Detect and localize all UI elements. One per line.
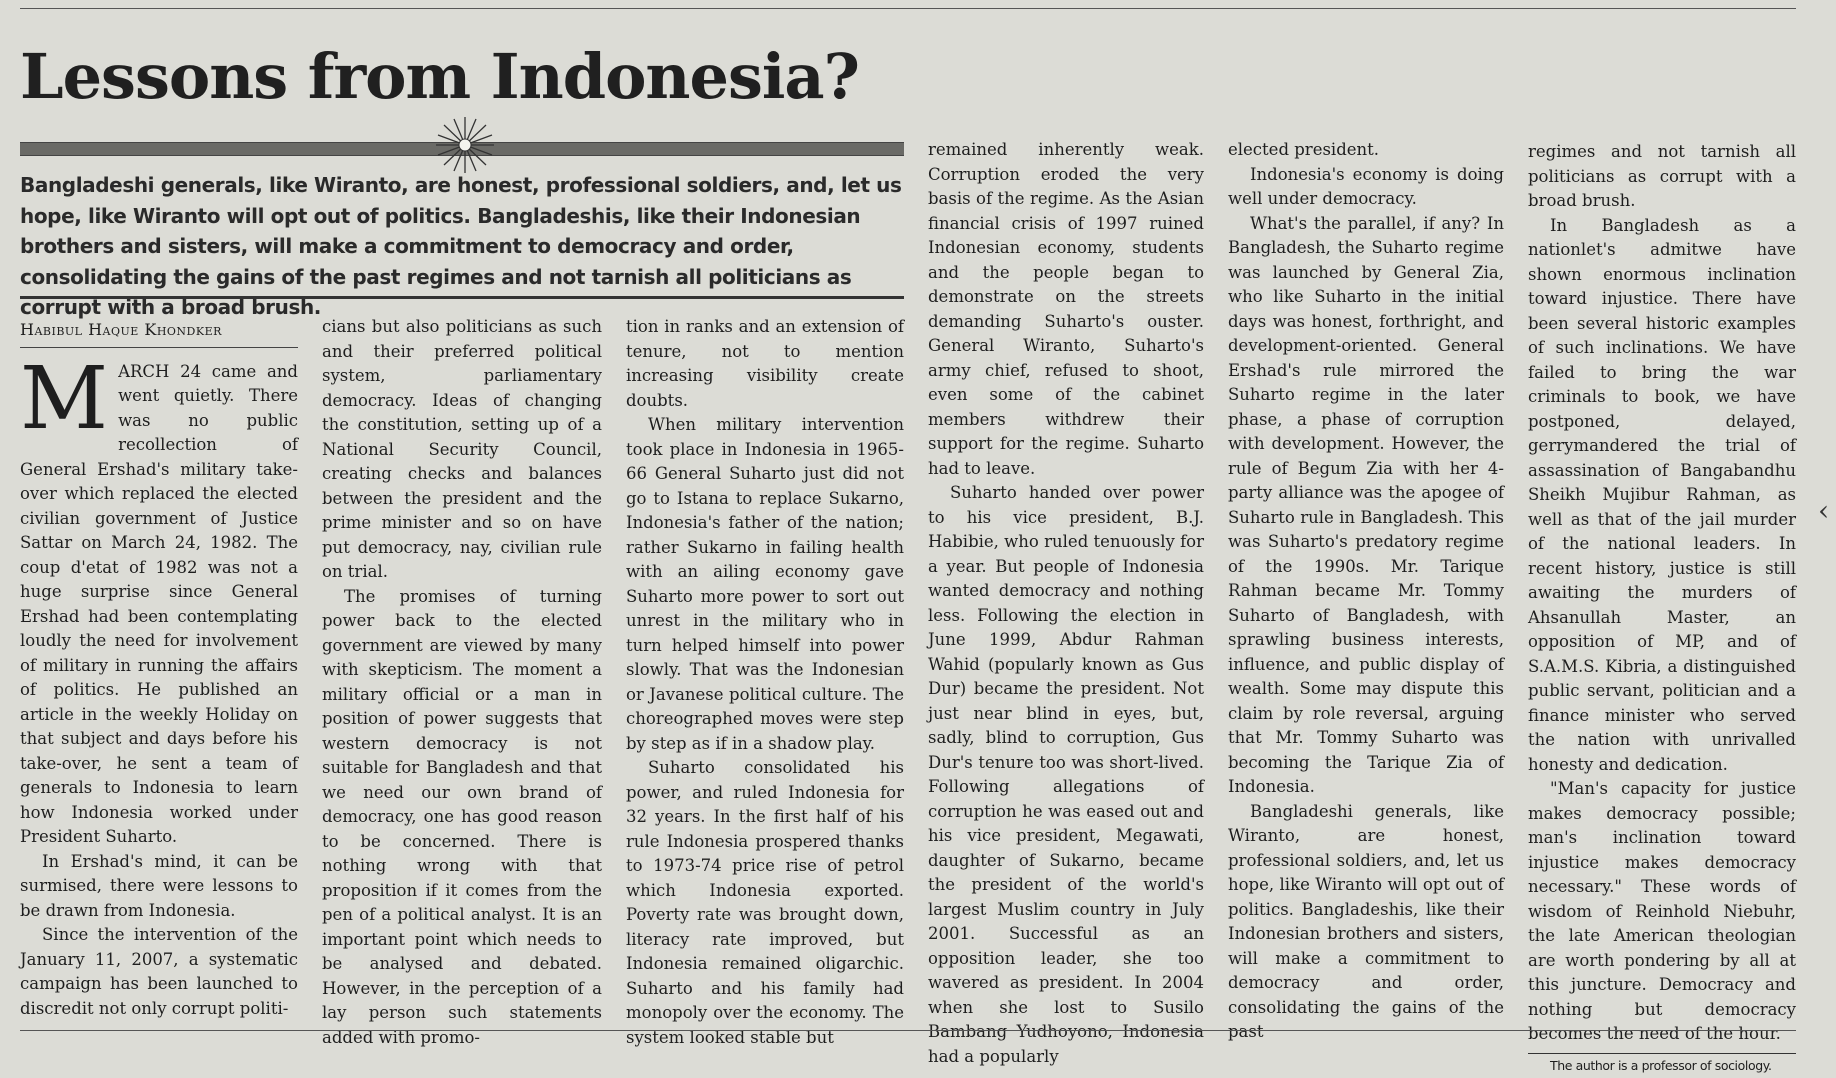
paragraph: Indonesia's economy is doing well under democracy. (1228, 163, 1504, 212)
paragraph: Suharto consolidated his power, and ruled Indonesia for 32 years. In the first half of his rule Indonesia prospered thanks to 1973-74 price rise of petrol which Indonesia exported. Poverty rate was brought down, literacy rate improved, but Indonesia remained oligarchic. Suharto and his family had monopoly over the economy. The system looked stable but (626, 756, 904, 1050)
paragraph-continued: elected president. (1228, 138, 1504, 163)
paragraph-continued: remained inherently weak. Corruption eroded the very basis of the regime. As the Asian financial crisis of 1997 ruined Indonesian economy, students and the people began to demonstrate on the streets demanding Suharto's ouster. General Wiranto, Suharto's army chief, refused to shoot, even some of the cabinet members withdrew their support for the regime. Suharto had to leave. (928, 138, 1204, 481)
lead-text: ARCH 24 came and went quietly. There was no public recollection of General Ershad's military take-over which replaced the elected civilian government of Justice Sattar on March 24, 1982. The coup d'etat of 1982 was not a huge surprise since General Ershad had been contemplating loudly the need for involvement of military in running the affairs of politics. He published an article in the weekly Holiday on that subject and days before his take-over, he sent a team of generals to Indonesia to learn how Indonesia worked under President Suharto. (20, 362, 298, 847)
article-column-2 (322, 315, 602, 1050)
drop-cap: M (20, 364, 108, 434)
standfirst-rule (20, 296, 904, 299)
byline: Habibul Haque Khondker (20, 318, 298, 348)
paragraph: "Man's capacity for justice makes democracy possible; man's inclination toward injustice makes democracy necessary." These words of wisdom of Reinhold Niebuhr, the late American theologian are worth pondering by all at this juncture. Democracy and nothing but democracy becomes the need of the hour. (1528, 777, 1796, 1047)
paragraph: What's the parallel, if any? In Bangladesh, the Suharto regime was launched by General Zia, who like Suharto in the initial days was honest, forthright, and development-oriented. General Ershad's rule mirrored the Suharto regime in the later phase, a phase of corruption with development. However, the rule of Begum Zia with her 4-party alliance was the apogee of Suharto rule in Bangladesh. This was Suharto's predatory regime of the 1990s. Mr. Tarique Rahman became Mr. Tommy Suharto of Bangladesh, with sprawling business interests, influence, and public display of wealth. Some may dispute this claim by role reversal, arguing that Mr. Tommy Suharto was becoming the Tarique Zia of Indonesia. (1228, 212, 1504, 800)
lead-paragraph (20, 360, 298, 850)
paragraph-continued: tion in ranks and an extension of tenure, not to mention increasing visibility create doubts. (626, 315, 904, 413)
paragraph: In Bangladesh as a nationlet's admitwe have shown enormous inclination toward injustice. There have been several historic examples of such inclinations. We have failed to bring the war criminals to book, we have postponed, delayed, gerrymandered the trial of assassination of Bangabandhu Sheikh Mujibur Rahman, as well as that of the jail murder of the national leaders. In recent history, justice is still awaiting the murders of Ahsanullah Master, an opposition of MP, and of S.A.M.S. Kibria, a distinguished public servant, politician and a finance minister who served the nation with unrivalled honesty and dedication. (1528, 214, 1796, 778)
paragraph: In Ershad's mind, it can be surmised, there were lessons to be drawn from Indonesia. (20, 850, 298, 924)
article-column-6 (1528, 140, 1796, 1078)
article-column-3 (626, 315, 904, 1050)
paragraph-continued: regimes and not tarnish all politicians as corrupt with a broad brush. (1528, 140, 1796, 214)
article-column-1 (20, 318, 298, 1021)
paragraph-continued: cians but also politicians as such and their preferred political system, parliamentary democracy. Ideas of changing the constitution, setting up of a National Security Council, creating checks and balances between the president and the prime minister and so on have put democracy, nay, civilian rule on trial. (322, 315, 602, 585)
bottom-rule (20, 1030, 1796, 1031)
headline: Lessons from Indonesia? (20, 40, 859, 113)
article-column-5 (1228, 138, 1504, 1045)
paragraph: The promises of turning power back to the elected government are viewed by many with skepticism. The moment a military official or a man in position of power suggests that western democracy is not suitable for Bangladesh and that we need our own brand of democracy, one has good reason to be concerned. There is nothing wrong with that proposition if it comes from the pen of a political analyst. It is an important point which needs to be analysed and debated. However, in the perception of a lay person such statements added with promo- (322, 585, 602, 1051)
top-rule (20, 8, 1796, 9)
page-edge-mark: ‹ (1818, 494, 1829, 527)
author-footnote: The author is a professor of sociology. (1528, 1054, 1796, 1078)
paragraph: Since the intervention of the January 11, 2007, a systematic campaign has been launched to discredit not only corrupt politi- (20, 923, 298, 1021)
paragraph: Bangladeshi generals, like Wiranto, are honest, professional soldiers, and, let us hope, like Wiranto will opt out of politics. Bangladeshis, like their Indonesian brothers and sisters, will make a commitment to democracy and order, consolidating the gains of the past (1228, 800, 1504, 1045)
standfirst: Bangladeshi generals, like Wiranto, are honest, professional soldiers, and, let us hope, like Wiranto will opt out of politics. Bangladeshis, like their Indonesian brothers and sisters, will make a commitment to democracy and order, consolidating the gains of the past regimes and not tarnish all politicians as corrupt with a broad brush. (20, 170, 904, 323)
paragraph: When military intervention took place in Indonesia in 1965-66 General Suharto just did not go to Istana to replace Sukarno, Indonesia's father of the nation; rather Sukarno in failing health with an ailing economy gave Suharto more power to sort out unrest in the military who in turn helped himself into power slowly. That was the Indonesian or Javanese political culture. The choreographed moves were step by step as if in a shadow play. (626, 413, 904, 756)
paragraph: Suharto handed over power to his vice president, B.J. Habibie, who ruled tenuously for a year. But people of Indonesia wanted democracy and nothing less. Following the election in June 1999, Abdur Rahman Wahid (popularly known as Gus Dur) became the president. Not just near blind in eyes, but, sadly, blind to corruption, Gus Dur's tenure too was short-lived. Following allegations of corruption he was eased out and his vice president, Megawati, daughter of Sukarno, became the president of the world's largest Muslim country in July 2001. Successful as an opposition leader, she too wavered as president. In 2004 when she lost to Susilo Bambang Yudhoyono, Indonesia had a popularly (928, 481, 1204, 1069)
starburst-icon (430, 115, 500, 175)
article-column-4 (928, 138, 1204, 1069)
